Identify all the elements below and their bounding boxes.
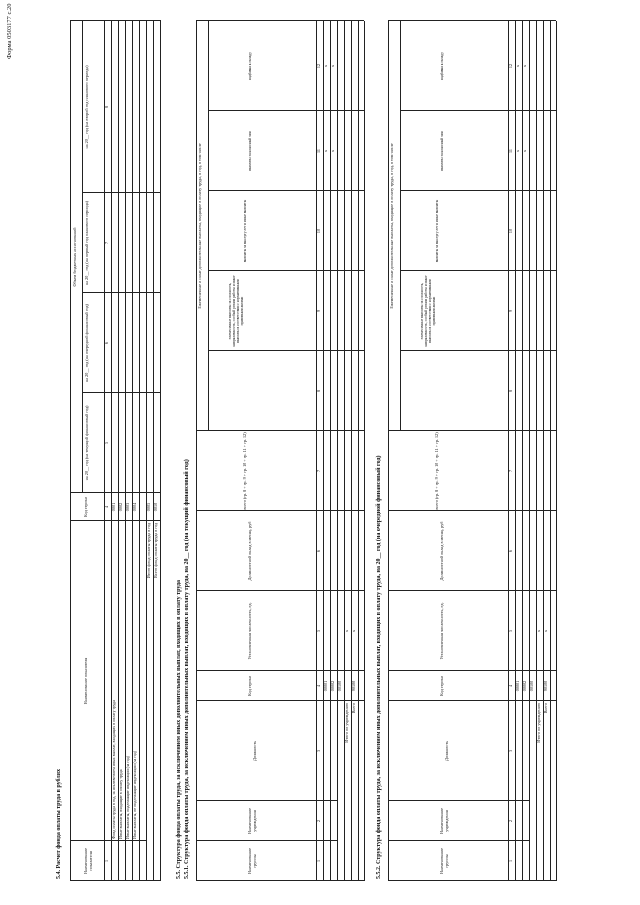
s551-colnum-6: 6 [316,549,321,553]
s551-colnum-11: 11 [316,148,321,154]
s551-colnum-4: 4 [316,684,321,688]
s551-row-2-code: 00002 [330,680,335,692]
s54-row-2-code: 0002 [118,502,123,512]
s54-header-name2: Наименование показателя [83,657,88,705]
s552-header-inst: Наименование учреждения [439,807,449,835]
s551-header-c11: надбавка к окладу [248,52,252,80]
section-5-5-1-title: 5.5.1. Структура фонда оплаты труда, за исключением иных дополнительных выплат, входящих в оплату труда, на 20__ год (на текущий финансовый год) [184,459,190,879]
s54-row-1-name: Фонд оплаты труда в год, за исключением иных выплат, входящих в оплату труда [111,700,116,839]
s552-header-c9: выплаты за выслугу лет и иные выплаты [435,199,439,263]
s551-colnum-7: 7 [316,469,321,473]
s54-colnum-8: 8 [104,105,109,109]
s552-colnum-10: 10 [508,228,513,234]
s54-row-4-code: 0004 [132,502,137,512]
s552-header-c10: выплаты за классный чин [440,131,444,171]
s54-colnum-7: 7 [104,241,109,245]
s551-header-pos: Должность [252,741,257,761]
s54-header-y4: на 20__ год (на второй год планового периода) [84,65,89,149]
s551-header-incl: Ежемесячные и иные дополнительные выплаты, входящие в оплату труда, в год, в том числе [197,143,202,309]
s552-colnum-6: 6 [508,549,513,553]
s54-total-label: Итого фонд оплаты труда в год [146,523,151,579]
s54-header-y2: на 20__ год (на очередной финансовый год) [84,304,89,382]
s551-header-c9: выплаты за выслугу лет и иные выплаты [243,199,247,263]
s552-header-group: Наименование группы [439,847,449,875]
s54-row-1-code: 0001 [111,502,116,512]
section-5-5-2-title: 5.5.2. Структура фонда оплаты труда, за исключением иных дополнительных выплат, входящих в оплату труда, на 20__ год (на очередной финансовый год) [376,455,382,879]
form-label: Форма 0503177 с.20 [6,3,13,59]
page [6,3,568,881]
s551-total-label: Всего [351,703,356,714]
s551-row-3-code: 00100 [337,680,342,692]
s552-subtotal-label: Итого по учреждению [536,703,541,743]
s551-subtotal-label: Итого по учреждению [344,703,349,743]
s54-header-y1: на 20__ год (на текущий финансовый год) [84,405,89,481]
s552-header-incl: Ежемесячные и иные дополнительные выплаты, входящие в оплату труда, в год, в том числе [389,143,394,309]
s551-header-c8: ежемесячные выплаты за сложность, напряженность, особый режим работы и иные выплаты в соответствии с нормативными правовыми актами [228,275,245,347]
s551-cross-4: x [330,149,335,153]
s551-header-salary: Должностной оклад в месяц, руб [247,521,252,581]
s54-header-y3: на 20__ год (на первый год планового периода) [84,200,89,286]
s551-cross-2: x [351,629,356,633]
section-5-4-title: 5.4. Расчет фонда оплаты труда в рублях [56,769,62,879]
s551-colnum-5: 5 [316,629,321,633]
s552-header-code: Код строки [439,676,444,696]
s54-row-4-name: Иные выплаты, не подлежащие индексации (за год) [132,750,137,839]
s552-total-label: Всего [543,703,548,714]
s552-colnum-7: 7 [508,469,513,473]
s552-row-3-code: 00100 [529,680,534,692]
s551-total-code: 90100 [351,680,356,692]
s551-header-headcount: Установленная численность, ед. [247,602,252,660]
s54-grand-label: Всего фонд оплаты труда в год [153,523,158,578]
s552-colnum-12: 12 [508,63,513,69]
section-5-5-title: 5.5. Структура фонда оплаты труда, за исключением иных дополнительных выплат, входящих в оплату труда [176,579,182,879]
s54-colnum-5: 5 [104,441,109,445]
s54-total-code: 0005 [146,502,151,512]
s54-row-2-name: Иные выплаты, входящие в оплату труда [118,769,123,839]
s552-row-1-code: 00001 [515,680,520,692]
s551-colnum-12: 12 [316,63,321,69]
s54-colnum-1: 1 [104,859,109,863]
s552-row-2-code: 00002 [522,680,527,692]
s552-colnum-9: 9 [508,309,513,313]
s551-cross-3: x [323,149,328,153]
s552-colnum-4: 4 [508,684,513,688]
s54-header-code: Код строки [83,497,88,517]
s551-colnum-1: 1 [316,859,321,863]
s552-header-c8: ежемесячные выплаты за сложность, напряженность, особый режим работы и иные выплаты в соответствии с нормативными правовыми актами [420,275,437,347]
s54-colnum-6: 6 [104,341,109,345]
s552-colnum-1: 1 [508,859,513,863]
s552-cross-6: x [522,64,527,68]
s552-colnum-2: 2 [508,819,513,823]
s552-cross-1: x [536,629,541,633]
s551-header-group: Наименование группы [247,847,257,875]
s551-colnum-2: 2 [316,819,321,823]
s54-header-volume: Объем бюджетных ассигнований [72,227,77,287]
s551-header-c10: выплаты за классный чин [248,131,252,171]
s552-header-headcount: Установленная численность, ед. [439,602,444,660]
s552-header-total: всего (гр. 8 + гр. 9 + гр. 10 + гр. 11 + гр. 12) [434,432,439,510]
s552-header-pos: Должность [444,741,449,761]
s552-total-code: 90100 [543,680,548,692]
s552-colnum-11: 11 [508,148,513,154]
s552-cross-5: x [515,64,520,68]
s552-cross-2: x [543,629,548,633]
s551-cross-1: x [344,629,349,633]
s552-colnum-5: 5 [508,629,513,633]
s551-colnum-9: 9 [316,309,321,313]
s54-row-3-name: Иные выплаты, подлежащие индексации (за год) [125,755,130,839]
s551-row-1-code: 00001 [323,680,328,692]
s54-colnum-4: 4 [104,505,109,509]
s552-header-salary: Должностной оклад в месяц, руб [439,521,444,581]
s54-row-3-code: 0003 [125,502,130,512]
s552-header-c11: надбавка к окладу [440,52,444,80]
s552-colnum-8: 8 [508,389,513,393]
s551-header-code: Код строки [247,676,252,696]
s552-cross-4: x [522,149,527,153]
s551-colnum-3: 3 [316,749,321,753]
s551-colnum-8: 8 [316,389,321,393]
s552-cross-3: x [515,149,520,153]
s551-cross-6: x [330,64,335,68]
s551-header-total: всего (гр. 8 + гр. 9 + гр. 10 + гр. 11 + гр. 12) [242,432,247,510]
s551-colnum-10: 10 [316,228,321,234]
s551-cross-5: x [323,64,328,68]
s54-header-name: Наименование показателя [83,847,93,875]
s552-colnum-3: 3 [508,749,513,753]
s551-header-inst: Наименование учреждения [247,807,257,835]
s54-grand-code: 0010 [153,502,158,512]
